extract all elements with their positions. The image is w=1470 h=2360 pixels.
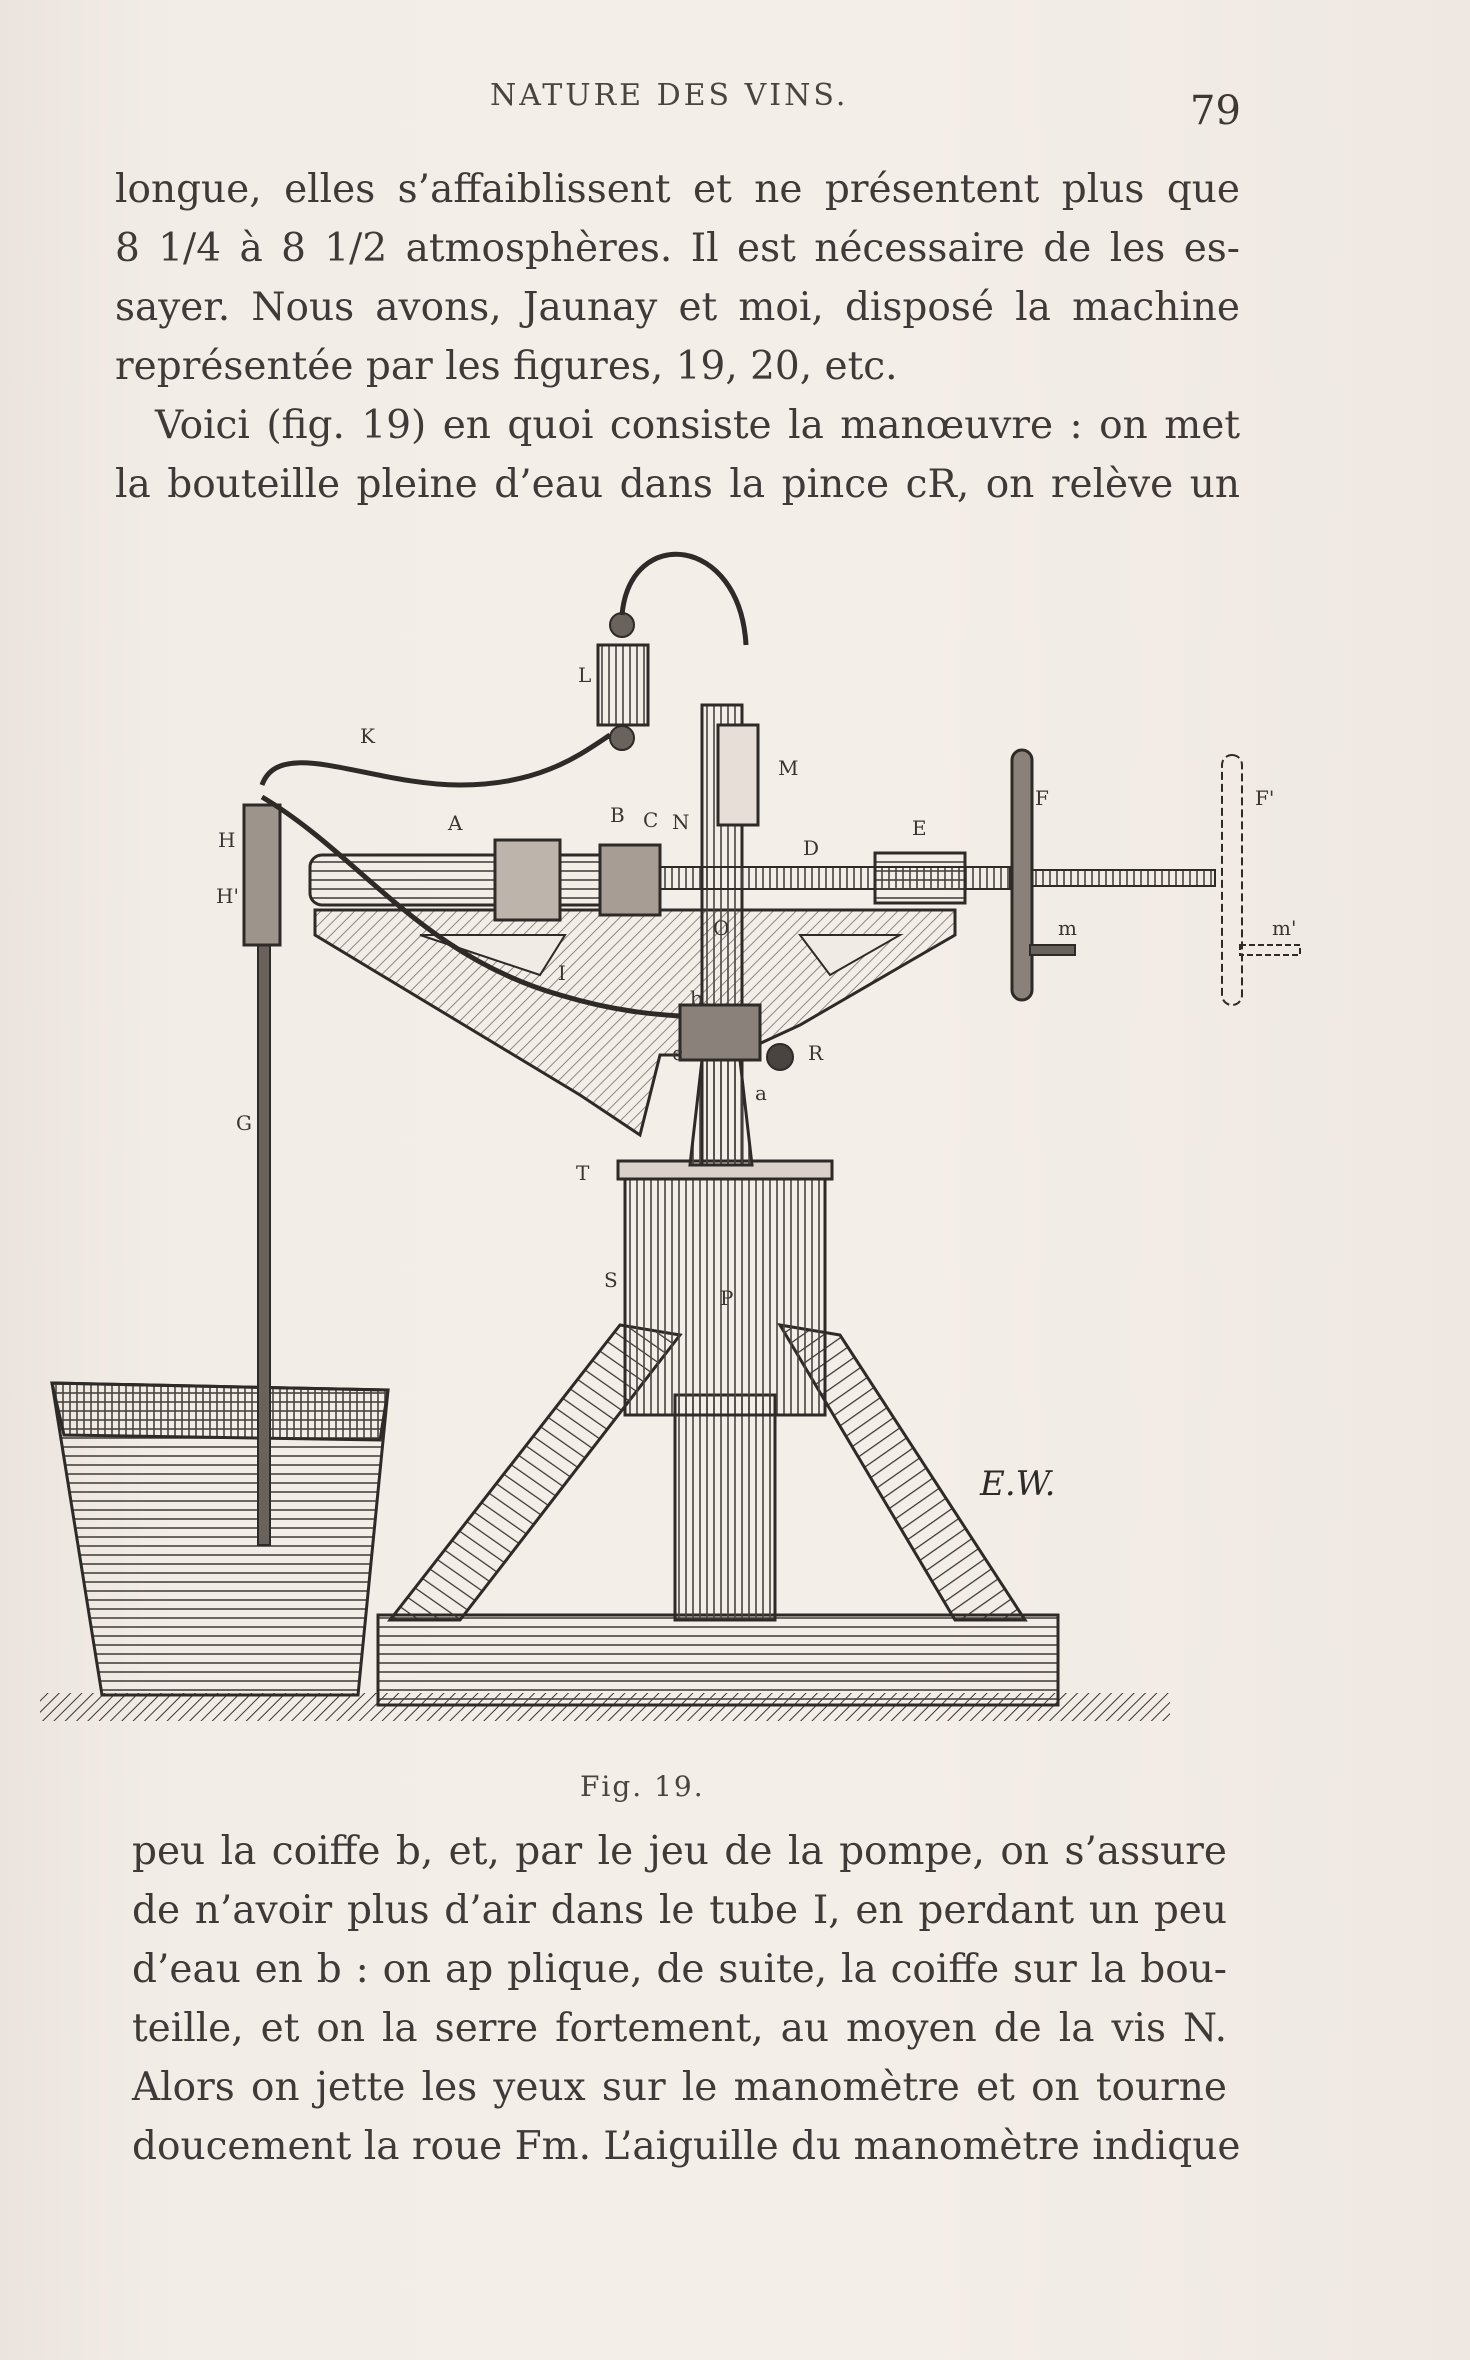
- label-m-prime: m': [1272, 916, 1297, 940]
- text-line: peu la coiffe b, et, par le jeu de la pompe, on s’assure: [132, 1829, 1227, 1874]
- text-line: sayer. Nous avons, Jaunay et moi, disposé la machine: [115, 285, 1240, 330]
- label-o: O: [713, 916, 730, 940]
- tube-k: [262, 735, 610, 785]
- label-m-lower: m: [1058, 916, 1077, 940]
- central-post: [675, 1395, 775, 1620]
- label-k: K: [360, 724, 375, 748]
- label-c-upper: C: [643, 808, 659, 832]
- water-tub: [52, 1383, 388, 1695]
- label-c: c: [672, 1041, 684, 1065]
- text-line: de n’avoir plus d’air dans le tube I, en perdant un peu: [132, 1888, 1227, 1933]
- label-d: D: [803, 836, 820, 860]
- clamp: [680, 1005, 760, 1060]
- label-a: A: [448, 811, 463, 835]
- figure-19-bottle-testing-machine: [40, 535, 1297, 1735]
- label-t: T: [576, 1161, 590, 1185]
- text-line: longue, elles s’affaiblissent et ne présentent plus que: [115, 167, 1240, 212]
- text-line: d’eau en b : on ap plique, de suite, la coiffe sur la bou-: [132, 1947, 1227, 1992]
- label-g: G: [236, 1111, 252, 1135]
- label-l: L: [578, 663, 592, 687]
- label-p: P: [720, 1286, 734, 1310]
- label-n: N: [672, 810, 690, 834]
- label-r: R: [808, 1041, 824, 1065]
- label-a-lower: a: [755, 1081, 767, 1105]
- label-h: H: [218, 828, 236, 852]
- label-f: F: [1035, 786, 1049, 810]
- label-b-upper: B: [610, 803, 625, 827]
- engraver-signature: E.W.: [980, 1464, 1056, 1504]
- text-line: Alors on jette les yeux sur le manomètre et on tourne: [132, 2065, 1227, 2110]
- label-f-prime: F': [1255, 786, 1275, 810]
- body-text-top: [115, 160, 1240, 514]
- valve-h: [244, 805, 280, 945]
- tube-top: [622, 554, 746, 645]
- label-s: S: [604, 1268, 618, 1292]
- page-number: 79: [1190, 88, 1241, 134]
- label-i: I: [558, 961, 566, 985]
- valve-l: [598, 645, 648, 725]
- label-h-prime: H': [216, 884, 239, 908]
- wheel-f: [1012, 750, 1032, 1000]
- body-text-bottom: [132, 1822, 1241, 2176]
- bottle-neck: [690, 1060, 752, 1165]
- text-line: 8 1/4 à 8 1/2 atmosphères. Il est nécessaire de les es-: [115, 226, 1240, 271]
- text-line: doucement la roue Fm. L’aiguille du manomètre indique: [132, 2124, 1241, 2169]
- text-line: Voici (fig. 19) en quoi consiste la manœuvre : on met: [155, 403, 1240, 448]
- manometer-m: [718, 725, 758, 825]
- text-line: représentée par les figures, 19, 20, etc.: [115, 344, 898, 389]
- text-line: teille, et on la serre fortement, au moyen de la vis N.: [132, 2006, 1227, 2051]
- label-e: E: [912, 816, 927, 840]
- label-b: b: [690, 986, 703, 1010]
- label-m: M: [778, 756, 799, 780]
- text-line: la bouteille pleine d’eau dans la pince cR, on relève un: [115, 462, 1240, 507]
- base-beam: [378, 1615, 1058, 1705]
- pipe-g: [258, 945, 270, 1545]
- figure-caption: Fig. 19.: [580, 1770, 705, 1803]
- wheel-f-prime: [1222, 755, 1242, 1005]
- running-title: NATURE DES VINS.: [490, 78, 849, 113]
